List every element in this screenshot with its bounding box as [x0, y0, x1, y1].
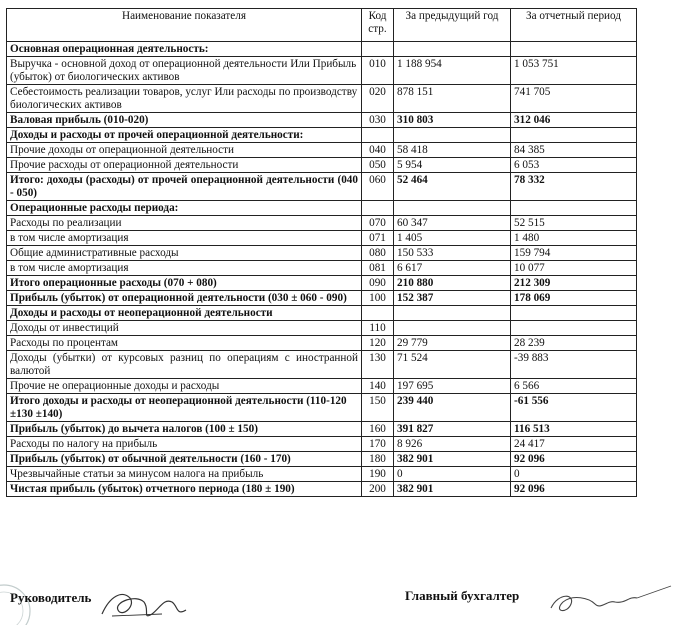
row-cur: 1 053 751	[511, 57, 637, 85]
row-name: Прочие расходы от операционной деятельности	[7, 158, 362, 173]
table-row	[7, 452, 637, 467]
table-row	[7, 261, 637, 276]
row-cur: 116 513	[511, 422, 637, 437]
row-name: Чрезвычайные статьи за минусом налога на прибыль	[7, 467, 362, 482]
table-row	[7, 246, 637, 261]
income-statement-table	[6, 8, 637, 497]
row-name: Прочие доходы от операционной деятельности	[7, 143, 362, 158]
row-cur: 28 239	[511, 336, 637, 351]
row-prev: 210 880	[394, 276, 511, 291]
row-name: Доходы (убытки) от курсовых разниц по операциям с иностранной валютой	[7, 351, 362, 379]
table-row	[7, 158, 637, 173]
row-code: 170	[362, 437, 394, 452]
table-row	[7, 42, 637, 57]
row-name: Прибыль (убыток) от обычной деятельности (160 - 170)	[7, 452, 362, 467]
row-cur: 6 053	[511, 158, 637, 173]
row-prev: 1 188 954	[394, 57, 511, 85]
row-prev: 6 617	[394, 261, 511, 276]
row-code: 070	[362, 216, 394, 231]
row-code: 110	[362, 321, 394, 336]
row-name: в том числе амортизация	[7, 231, 362, 246]
row-prev: 1 405	[394, 231, 511, 246]
table-row	[7, 201, 637, 216]
row-prev	[394, 321, 511, 336]
header-code: Код стр.	[362, 9, 394, 42]
row-name: Прочие не операционные доходы и расходы	[7, 379, 362, 394]
row-prev: 150 533	[394, 246, 511, 261]
row-name: Доходы и расходы от неоперационной деятельности	[7, 306, 362, 321]
row-name: Доходы от инвестиций	[7, 321, 362, 336]
row-cur: 10 077	[511, 261, 637, 276]
row-name: Расходы по налогу на прибыль	[7, 437, 362, 452]
row-name: Себестоимость реализации товаров, услуг Или расходы по производству биологических активов	[7, 85, 362, 113]
table-row	[7, 467, 637, 482]
row-prev: 60 347	[394, 216, 511, 231]
row-code: 130	[362, 351, 394, 379]
header-cur: За отчетный период	[511, 9, 637, 42]
row-cur: 159 794	[511, 246, 637, 261]
row-prev: 382 901	[394, 452, 511, 467]
accountant-label: Главный бухгалтер	[405, 588, 520, 603]
table-row	[7, 291, 637, 306]
table-row	[7, 143, 637, 158]
row-cur: 0	[511, 467, 637, 482]
table-row	[7, 128, 637, 143]
table-row	[7, 173, 637, 201]
row-code: 120	[362, 336, 394, 351]
row-prev	[394, 306, 511, 321]
row-cur: -39 883	[511, 351, 637, 379]
head-signature	[92, 584, 202, 625]
row-code: 040	[362, 143, 394, 158]
row-code	[362, 42, 394, 57]
row-cur: 212 309	[511, 276, 637, 291]
row-name: Прибыль (убыток) до вычета налогов (100 ± 150)	[7, 422, 362, 437]
row-cur: 84 385	[511, 143, 637, 158]
row-cur: 178 069	[511, 291, 637, 306]
header-name: Наименование показателя	[7, 9, 362, 42]
row-code	[362, 128, 394, 143]
row-name: в том числе амортизация	[7, 261, 362, 276]
row-name: Общие административные расходы	[7, 246, 362, 261]
head-label: Руководитель	[10, 590, 92, 605]
row-code: 160	[362, 422, 394, 437]
row-prev: 0	[394, 467, 511, 482]
row-cur: 24 417	[511, 437, 637, 452]
row-code: 200	[362, 482, 394, 497]
row-code: 150	[362, 394, 394, 422]
row-code: 190	[362, 467, 394, 482]
row-name: Доходы и расходы от прочей операционной деятельности:	[7, 128, 362, 143]
row-prev	[394, 42, 511, 57]
row-prev: 29 779	[394, 336, 511, 351]
table-row	[7, 276, 637, 291]
table-row	[7, 379, 637, 394]
row-code: 050	[362, 158, 394, 173]
table-row	[7, 394, 637, 422]
table-row	[7, 321, 637, 336]
row-name: Выручка - основной доход от операционной деятельности Или Прибыль (убыток) от биологических активов	[7, 57, 362, 85]
row-prev: 382 901	[394, 482, 511, 497]
row-name: Расходы по процентам	[7, 336, 362, 351]
row-code: 080	[362, 246, 394, 261]
row-code: 020	[362, 85, 394, 113]
row-name: Расходы по реализации	[7, 216, 362, 231]
row-cur: 92 096	[511, 452, 637, 467]
row-cur: 78 332	[511, 173, 637, 201]
row-prev: 8 926	[394, 437, 511, 452]
row-prev	[394, 128, 511, 143]
row-cur: 312 046	[511, 113, 637, 128]
table-row	[7, 85, 637, 113]
row-prev: 52 464	[394, 173, 511, 201]
row-prev: 878 151	[394, 85, 511, 113]
row-code: 081	[362, 261, 394, 276]
row-prev: 5 954	[394, 158, 511, 173]
table-row	[7, 351, 637, 379]
header-prev: За предыдущий год	[394, 9, 511, 42]
row-code	[362, 201, 394, 216]
row-cur	[511, 306, 637, 321]
row-prev: 197 695	[394, 379, 511, 394]
row-cur: 92 096	[511, 482, 637, 497]
row-prev: 391 827	[394, 422, 511, 437]
row-code: 140	[362, 379, 394, 394]
row-cur: 6 566	[511, 379, 637, 394]
table-row	[7, 336, 637, 351]
row-name: Итого: доходы (расходы) от прочей операционной деятельности (040 - 050)	[7, 173, 362, 201]
row-name: Валовая прибыль (010-020)	[7, 113, 362, 128]
table-row	[7, 437, 637, 452]
table-row	[7, 231, 637, 246]
row-cur: 741 705	[511, 85, 637, 113]
table-row	[7, 306, 637, 321]
row-cur: 52 515	[511, 216, 637, 231]
row-code	[362, 306, 394, 321]
row-code: 060	[362, 173, 394, 201]
row-cur	[511, 128, 637, 143]
row-code: 100	[362, 291, 394, 306]
signature-footer	[0, 584, 693, 625]
accountant-signature	[545, 584, 685, 625]
table-header-row	[7, 9, 637, 42]
row-cur	[511, 321, 637, 336]
table-row	[7, 216, 637, 231]
row-prev: 239 440	[394, 394, 511, 422]
row-code: 010	[362, 57, 394, 85]
row-code: 090	[362, 276, 394, 291]
row-prev	[394, 201, 511, 216]
row-cur: 1 480	[511, 231, 637, 246]
row-cur: -61 556	[511, 394, 637, 422]
row-code: 030	[362, 113, 394, 128]
row-prev: 152 387	[394, 291, 511, 306]
table-row	[7, 422, 637, 437]
table-row	[7, 113, 637, 128]
table-row	[7, 482, 637, 497]
row-cur	[511, 201, 637, 216]
row-code: 180	[362, 452, 394, 467]
row-prev: 71 524	[394, 351, 511, 379]
row-name: Итого доходы и расходы от неоперационной деятельности (110-120 ±130 ±140)	[7, 394, 362, 422]
row-prev: 58 418	[394, 143, 511, 158]
row-name: Операционные расходы периода:	[7, 201, 362, 216]
row-code: 071	[362, 231, 394, 246]
row-cur	[511, 42, 637, 57]
row-name: Итого операционные расходы (070 + 080)	[7, 276, 362, 291]
row-name: Основная операционная деятельность:	[7, 42, 362, 57]
row-name: Прибыль (убыток) от операционной деятельности (030 ± 060 - 090)	[7, 291, 362, 306]
table-row	[7, 57, 637, 85]
row-prev: 310 803	[394, 113, 511, 128]
row-name: Чистая прибыль (убыток) отчетного периода (180 ± 190)	[7, 482, 362, 497]
